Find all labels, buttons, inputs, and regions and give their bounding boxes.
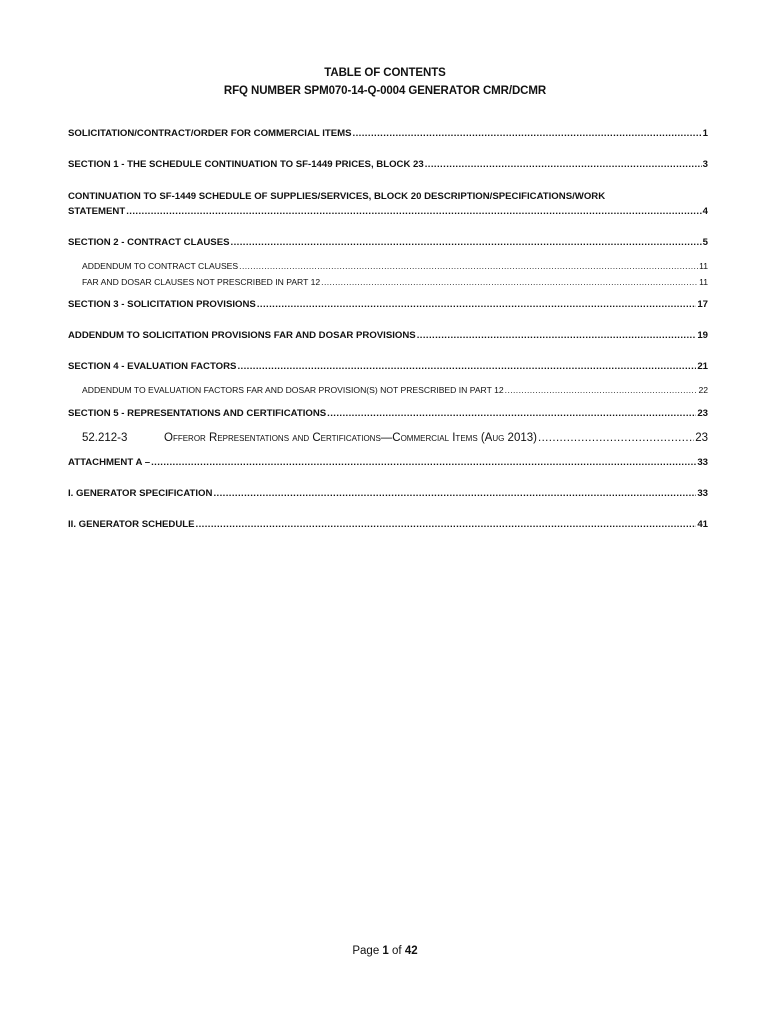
toc-subentry[interactable]: [82, 431, 708, 445]
toc-entry[interactable]: [68, 299, 708, 311]
toc-entry-page: 23: [697, 408, 708, 419]
toc-entry[interactable]: [68, 488, 708, 500]
toc-entry[interactable]: [68, 330, 708, 342]
toc-entry[interactable]: [68, 361, 708, 373]
current-page-number: 1: [382, 945, 389, 957]
clause-number: 52.212-3: [82, 432, 128, 444]
toc-entry-page: 1: [702, 128, 708, 139]
toc-entry[interactable]: [68, 408, 708, 420]
leader-dots: [425, 159, 702, 171]
leader-dots: [231, 237, 702, 249]
toc-entry-text: I. GENERATOR SPECIFICATION: [68, 488, 213, 499]
toc-entry-text: SECTION 4 - EVALUATION FACTORS: [68, 361, 237, 372]
toc-entry[interactable]: [68, 457, 708, 469]
toc-entry-text: FAR AND DOSAR CLAUSES NOT PRESCRIBED IN PART 12: [82, 277, 321, 287]
rfq-title: RFQ NUMBER SPM070-14-Q-0004 GENERATOR CMR/DCMR: [223, 85, 547, 97]
toc-entry[interactable]: [68, 206, 708, 218]
toc-subentry[interactable]: [82, 260, 708, 272]
leader-dots: [126, 206, 701, 218]
toc-entry-text: SECTION 2 - CONTRACT CLAUSES: [68, 237, 230, 248]
leader-dots: [213, 488, 696, 500]
leader-dots: [327, 408, 696, 420]
toc-entry[interactable]: [68, 159, 708, 171]
page-label: Page: [352, 945, 380, 957]
toc-entry-page: 22: [698, 385, 708, 395]
leader-dots: [538, 431, 694, 445]
toc-entry-page: 21: [697, 361, 708, 372]
toc-entry-page: 11: [699, 261, 708, 271]
toc-entry-text: SOLICITATION/CONTRACT/ORDER FOR COMMERCIAL ITEMS: [68, 128, 352, 139]
page-footer: [0, 945, 770, 957]
toc-entry-page: 23: [695, 432, 708, 444]
leader-dots: [417, 330, 697, 342]
total-pages-number: 42: [404, 945, 418, 957]
toc-entry-page: 11: [699, 277, 708, 287]
leader-dots: [321, 276, 698, 288]
toc-entry-text: SECTION 3 - SOLICITATION PROVISIONS: [68, 299, 256, 310]
toc-entry-text: ADDENDUM TO SOLICITATION PROVISIONS FAR AND DOSAR PROVISIONS: [68, 330, 416, 341]
toc-entry-text: ADDENDUM TO CONTRACT CLAUSES: [82, 261, 239, 271]
toc-title: TABLE OF CONTENTS: [324, 67, 446, 79]
toc-entry-page: 4: [702, 206, 708, 217]
leader-dots: [505, 384, 698, 396]
toc-entry-text: STATEMENT: [68, 206, 126, 217]
toc-entry-page: 5: [702, 237, 708, 248]
toc-entry-page: 41: [697, 519, 708, 530]
toc-subentry[interactable]: [82, 384, 708, 396]
toc-entry-text: SECTION 1 - THE SCHEDULE CONTINUATION TO SF-1449 PRICES, BLOCK 23: [68, 159, 424, 170]
leader-dots: [151, 457, 696, 469]
toc-entry-page: 33: [697, 457, 708, 468]
toc-entry-text: ATTACHMENT A –: [68, 457, 151, 468]
toc-subentry[interactable]: [82, 276, 708, 288]
toc-entry-text: SECTION 5 - REPRESENTATIONS AND CERTIFICATIONS: [68, 408, 327, 419]
toc-entry-page: 3: [702, 159, 708, 170]
leader-dots: [353, 128, 702, 140]
toc-entry[interactable]: [68, 519, 708, 531]
toc-entry-page: 33: [697, 488, 708, 499]
toc-entry-text: II. GENERATOR SCHEDULE: [68, 519, 195, 530]
toc-entry-page: 17: [697, 299, 708, 310]
toc-entry[interactable]: [68, 237, 708, 249]
toc-entry-page: 19: [697, 330, 708, 341]
toc-entry-text: Offeror Representations and Certifications—Commercial Items (Aug 2013): [164, 432, 537, 444]
toc-entry-text-line1[interactable]: CONTINUATION TO SF-1449 SCHEDULE OF SUPPLIES/SERVICES, BLOCK 20 DESCRIPTION/SPECIFICATIONS/WORK: [68, 191, 606, 202]
toc-entry-text: ADDENDUM TO EVALUATION FACTORS FAR AND DOSAR PROVISION(S) NOT PRESCRIBED IN PART 12: [82, 385, 504, 395]
leader-dots: [237, 361, 696, 373]
of-label: of: [392, 945, 402, 957]
leader-dots: [239, 260, 698, 272]
toc-entry[interactable]: [68, 128, 708, 140]
leader-dots: [257, 299, 697, 311]
leader-dots: [196, 519, 697, 531]
